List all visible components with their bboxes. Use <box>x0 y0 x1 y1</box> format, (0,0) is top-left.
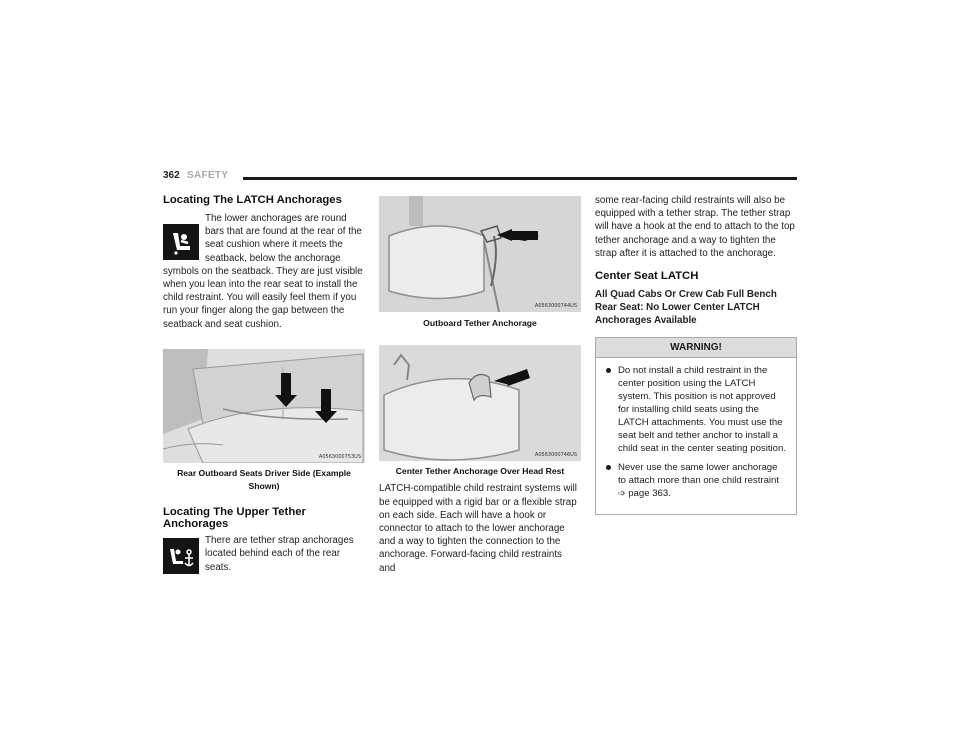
section-title: SAFETY <box>187 170 229 181</box>
page-reference-link[interactable]: page 363. <box>628 488 671 500</box>
latch-compatible-paragraph: LATCH-compatible child restraint systems will be equipped with a rigid bar or a flexible strap on each side. Each will have a hook or connector to attach to the lower anchorage and a way to tighten the connection to the anchorage. Forward-facing child restraints and <box>379 483 577 574</box>
warning-item <box>606 461 788 500</box>
column-2 <box>379 194 581 575</box>
header-rule <box>243 177 797 180</box>
heading-latch-anchorages: Locating The LATCH Anchorages <box>163 194 342 206</box>
tether-anchor-icon <box>163 538 199 574</box>
figure-code: A0563000753US <box>318 453 361 460</box>
page-ref-arrow-icon: ➩ <box>618 488 626 499</box>
child-seat-anchor-icon <box>163 224 199 260</box>
warning-item-text: Never use the same lower anchorage to attach more than one child restraint <box>618 462 780 487</box>
warning-box <box>595 337 797 515</box>
page-header <box>163 170 797 190</box>
rear-seat-figure <box>163 349 365 463</box>
figure-caption: Outboard Tether Anchorage <box>423 318 537 328</box>
tether-paragraph: There are tether strap anchorages located behind each of the rear seats. <box>205 535 354 573</box>
figure-caption: Center Tether Anchorage Over Head Rest <box>395 466 565 477</box>
warning-title: WARNING! <box>596 338 796 358</box>
figure-code: A0563000746US <box>534 452 577 459</box>
figure-caption: Rear Outboard Seats Driver Side (Example Shown) <box>177 467 351 492</box>
heading-upper-tether: Locating The Upper Tether Anchorages <box>163 506 306 531</box>
latch-paragraph: The lower anchorages are round bars that are found at the rear of the seat cushion where it meets the seatback, below the anchorage symbols on the seatback. They are just visible when you lean into the rear seat to install the child restraint. You will easily feel them if you run your finger along the gap between the seatback and seat cushion. <box>163 213 363 330</box>
tether-strap-paragraph: some rear-facing child restraints will also be equipped with a tether strap. The tether strap will have a hook at the end to attach to the top tether anchorage and a way to tighten the strap after it is attached to the anchorage. <box>595 195 795 259</box>
warning-item: Do not install a child restraint in the center position using the LATCH system. This position is not approved for installing child seats using the LATCH attachments. You must use the seat belt and tether anchor to install a child seat in the center seating position. <box>606 364 788 455</box>
center-seat-subheading: All Quad Cabs Or Crew Cab Full Bench Rear Seat: No Lower Center LATCH Anchorages Available <box>595 289 777 327</box>
center-tether-figure <box>379 345 581 461</box>
heading-center-seat-latch: Center Seat LATCH <box>595 270 699 283</box>
figure-code: A0563000744US <box>534 303 577 309</box>
column-3 <box>595 194 797 515</box>
page-number: 362 <box>163 170 180 181</box>
column-1 <box>163 194 365 576</box>
outboard-tether-figure <box>379 196 581 312</box>
warning-list <box>596 358 796 514</box>
